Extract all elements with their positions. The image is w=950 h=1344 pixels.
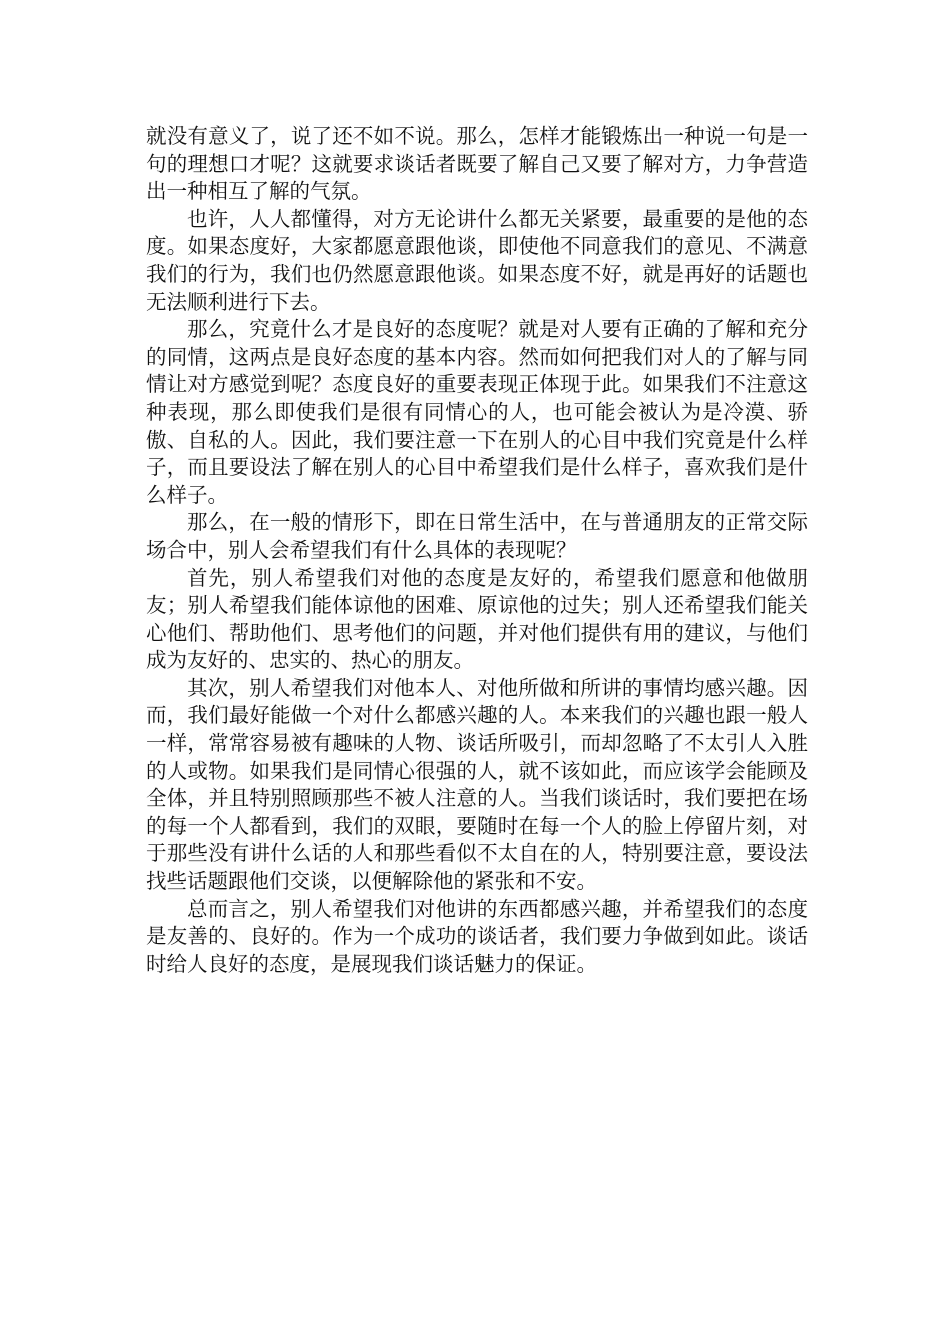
paragraph: 也许，人人都懂得，对方无论讲什么都无关紧要，最重要的是他的态度。如果态度好，大家都愿意跟他谈，即使他不同意我们的意见、不满意我们的行为，我们也仍然愿意跟他谈。如果态度不好，就是再好的话题也无法顺利进行下去。: [146, 206, 808, 314]
paragraph: 那么，在一般的情形下，即在日常生活中，在与普通朋友的正常交际场合中，别人会希望我们有什么具体的表现呢？: [146, 510, 808, 562]
paragraph: 其次，别人希望我们对他本人、对他所做和所讲的事情均感兴趣。因而，我们最好能做一个对什么都感兴趣的人。本来我们的兴趣也跟一般人一样，常常容易被有趣味的人物、谈话所吸引，而却忽略了不太引人入胜的人或物。如果我们是同情心很强的人，就不该如此，而应该学会能顾及全体，并且特别照顾那些不被人注意的人。当我们谈话时，我们要把在场的每一个人都看到，我们的双眼，要随时在每一个人的脸上停留片刻，对于那些没有讲什么话的人和那些看似不太自在的人，特别要注意，要设法找些话题跟他们交谈，以便解除他的紧张和不安。: [146, 675, 808, 894]
paragraph: 总而言之，别人希望我们对他讲的东西都感兴趣，并希望我们的态度是友善的、良好的。作为一个成功的谈话者，我们要力争做到如此。谈话时给人良好的态度，是展现我们谈话魅力的保证。: [146, 896, 808, 976]
paragraph-continued: 就没有意义了，说了还不如不说。那么，怎样才能锻炼出一种说一句是一句的理想口才呢？这就要求谈话者既要了解自己又要了解对方，力争营造出一种相互了解的气氛。: [146, 124, 808, 204]
paragraph: 那么，究竟什么才是良好的态度呢？就是对人要有正确的了解和充分的同情，这两点是良好态度的基本内容。然而如何把我们对人的了解与同情让对方感觉到呢？态度良好的重要表现正体现于此。如果我们不注意这种表现，那么即使我们是很有同情心的人，也可能会被认为是冷漠、骄傲、自私的人。因此，我们要注意一下在别人的心目中我们究竟是什么样子，而且要设法了解在别人的心目中希望我们是什么样子，喜欢我们是什么样子。: [146, 317, 808, 507]
paragraph: 首先，别人希望我们对他的态度是友好的，希望我们愿意和他做朋友；别人希望我们能体谅他的困难、原谅他的过失；别人还希望我们能关心他们、帮助他们、思考他们的问题，并对他们提供有用的建议，与他们成为友好的、忠实的、热心的朋友。: [146, 565, 808, 673]
document-body: [146, 123, 808, 978]
